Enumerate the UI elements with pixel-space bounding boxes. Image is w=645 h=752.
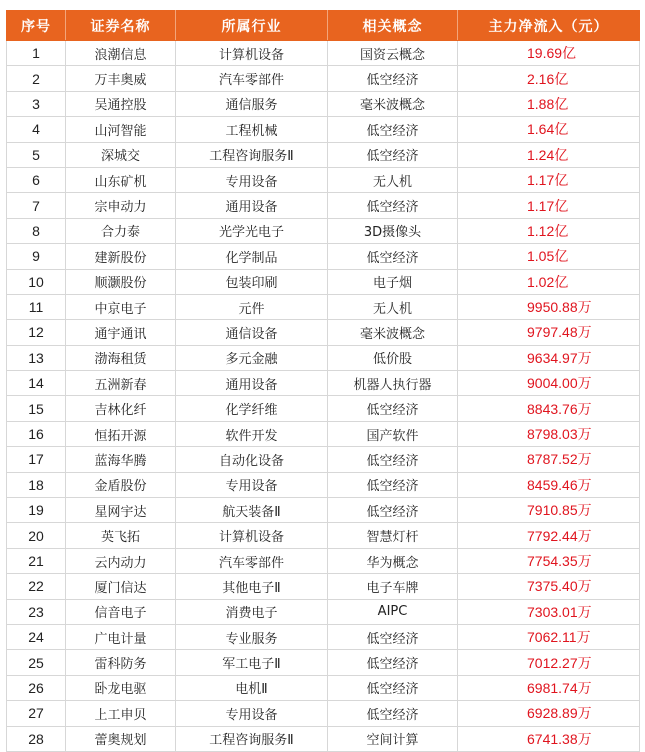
row-index-cell: 16 <box>7 421 66 446</box>
stock-name-cell: 雷科防务 <box>66 650 176 675</box>
concept-cell: 低空经济 <box>328 193 458 218</box>
industry-cell: 汽车零部件 <box>176 66 328 91</box>
industry-cell: 消费电子 <box>176 599 328 624</box>
table-header-row <box>7 11 640 41</box>
industry-cell: 工程机械 <box>176 117 328 142</box>
stock-name-cell: 顺灏股份 <box>66 269 176 294</box>
column-header-inflow: 主力净流入（元） <box>458 11 640 41</box>
column-header-concept: 相关概念 <box>328 11 458 41</box>
stock-name-cell: 五洲新春 <box>66 371 176 396</box>
table-row <box>7 269 640 294</box>
concept-cell: 无人机 <box>328 167 458 192</box>
table-row <box>7 294 640 319</box>
row-index-cell: 10 <box>7 269 66 294</box>
net-inflow-cell: 1.64亿 <box>458 117 640 142</box>
fund-flow-table-container <box>6 10 639 752</box>
net-inflow-cell: 7910.85万 <box>458 498 640 523</box>
concept-cell: 低价股 <box>328 345 458 370</box>
stock-name-cell: 万丰奥威 <box>66 66 176 91</box>
table-row <box>7 345 640 370</box>
table-row <box>7 447 640 472</box>
concept-cell: 电子烟 <box>328 269 458 294</box>
row-index-cell: 3 <box>7 91 66 116</box>
industry-cell: 电机Ⅱ <box>176 675 328 700</box>
net-inflow-cell: 7792.44万 <box>458 523 640 548</box>
net-inflow-cell: 1.02亿 <box>458 269 640 294</box>
net-inflow-cell: 1.17亿 <box>458 167 640 192</box>
table-body <box>7 41 640 752</box>
table-row <box>7 624 640 649</box>
concept-cell: 空间计算 <box>328 726 458 751</box>
row-index-cell: 26 <box>7 675 66 700</box>
industry-cell: 通用设备 <box>176 193 328 218</box>
net-inflow-cell: 2.16亿 <box>458 66 640 91</box>
industry-cell: 航天装备Ⅱ <box>176 498 328 523</box>
table-row <box>7 396 640 421</box>
concept-cell: 低空经济 <box>328 244 458 269</box>
stock-name-cell: 云内动力 <box>66 548 176 573</box>
table-row <box>7 726 640 751</box>
table-row <box>7 320 640 345</box>
stock-name-cell: 深城交 <box>66 142 176 167</box>
stock-name-cell: 通宇通讯 <box>66 320 176 345</box>
industry-cell: 工程咨询服务Ⅱ <box>176 142 328 167</box>
stock-name-cell: 厦门信达 <box>66 574 176 599</box>
industry-cell: 自动化设备 <box>176 447 328 472</box>
row-index-cell: 1 <box>7 41 66 66</box>
table-row <box>7 675 640 700</box>
net-inflow-cell: 6741.38万 <box>458 726 640 751</box>
row-index-cell: 2 <box>7 66 66 91</box>
net-inflow-cell: 9004.00万 <box>458 371 640 396</box>
table-row <box>7 66 640 91</box>
row-index-cell: 15 <box>7 396 66 421</box>
net-inflow-cell: 1.24亿 <box>458 142 640 167</box>
table-row <box>7 244 640 269</box>
row-index-cell: 5 <box>7 142 66 167</box>
concept-cell: 低空经济 <box>328 701 458 726</box>
row-index-cell: 20 <box>7 523 66 548</box>
concept-cell: 低空经济 <box>328 447 458 472</box>
net-inflow-cell: 7012.27万 <box>458 650 640 675</box>
concept-cell: 机器人执行器 <box>328 371 458 396</box>
net-inflow-cell: 1.12亿 <box>458 218 640 243</box>
stock-name-cell: 信音电子 <box>66 599 176 624</box>
row-index-cell: 12 <box>7 320 66 345</box>
column-header-industry: 所属行业 <box>176 11 328 41</box>
concept-cell: 华为概念 <box>328 548 458 573</box>
industry-cell: 专用设备 <box>176 167 328 192</box>
concept-cell: 低空经济 <box>328 624 458 649</box>
table-row <box>7 498 640 523</box>
row-index-cell: 28 <box>7 726 66 751</box>
concept-cell: 电子车牌 <box>328 574 458 599</box>
fund-flow-table <box>6 10 640 752</box>
industry-cell: 专业服务 <box>176 624 328 649</box>
stock-name-cell: 宗申动力 <box>66 193 176 218</box>
stock-name-cell: 浪潮信息 <box>66 41 176 66</box>
stock-name-cell: 上工申贝 <box>66 701 176 726</box>
table-row <box>7 472 640 497</box>
table-row <box>7 650 640 675</box>
row-index-cell: 21 <box>7 548 66 573</box>
industry-cell: 多元金融 <box>176 345 328 370</box>
row-index-cell: 25 <box>7 650 66 675</box>
stock-name-cell: 蕾奥规划 <box>66 726 176 751</box>
net-inflow-cell: 19.69亿 <box>458 41 640 66</box>
net-inflow-cell: 8843.76万 <box>458 396 640 421</box>
industry-cell: 汽车零部件 <box>176 548 328 573</box>
row-index-cell: 17 <box>7 447 66 472</box>
table-row <box>7 117 640 142</box>
row-index-cell: 13 <box>7 345 66 370</box>
stock-name-cell: 合力泰 <box>66 218 176 243</box>
table-row <box>7 193 640 218</box>
net-inflow-cell: 1.88亿 <box>458 91 640 116</box>
net-inflow-cell: 8787.52万 <box>458 447 640 472</box>
industry-cell: 工程咨询服务Ⅱ <box>176 726 328 751</box>
concept-cell: 低空经济 <box>328 66 458 91</box>
net-inflow-cell: 7375.40万 <box>458 574 640 599</box>
table-row <box>7 523 640 548</box>
table-row <box>7 574 640 599</box>
row-index-cell: 24 <box>7 624 66 649</box>
concept-cell: 低空经济 <box>328 396 458 421</box>
row-index-cell: 14 <box>7 371 66 396</box>
industry-cell: 化学制品 <box>176 244 328 269</box>
net-inflow-cell: 8798.03万 <box>458 421 640 446</box>
row-index-cell: 22 <box>7 574 66 599</box>
stock-name-cell: 渤海租赁 <box>66 345 176 370</box>
industry-cell: 通用设备 <box>176 371 328 396</box>
net-inflow-cell: 9950.88万 <box>458 294 640 319</box>
industry-cell: 其他电子Ⅱ <box>176 574 328 599</box>
stock-name-cell: 中京电子 <box>66 294 176 319</box>
concept-cell: 低空经济 <box>328 498 458 523</box>
row-index-cell: 8 <box>7 218 66 243</box>
industry-cell: 计算机设备 <box>176 41 328 66</box>
industry-cell: 化学纤维 <box>176 396 328 421</box>
net-inflow-cell: 1.05亿 <box>458 244 640 269</box>
table-row <box>7 371 640 396</box>
table-row <box>7 91 640 116</box>
stock-name-cell: 英飞拓 <box>66 523 176 548</box>
table-header <box>7 11 640 41</box>
industry-cell: 通信服务 <box>176 91 328 116</box>
table-row <box>7 701 640 726</box>
stock-name-cell: 卧龙电驱 <box>66 675 176 700</box>
row-index-cell: 4 <box>7 117 66 142</box>
industry-cell: 元件 <box>176 294 328 319</box>
stock-name-cell: 山河智能 <box>66 117 176 142</box>
concept-cell: 3D摄像头 <box>328 218 458 243</box>
column-header-index: 序号 <box>7 11 66 41</box>
stock-name-cell: 吉林化纤 <box>66 396 176 421</box>
industry-cell: 包装印刷 <box>176 269 328 294</box>
net-inflow-cell: 7303.01万 <box>458 599 640 624</box>
net-inflow-cell: 6981.74万 <box>458 675 640 700</box>
concept-cell: 无人机 <box>328 294 458 319</box>
table-row <box>7 599 640 624</box>
net-inflow-cell: 9634.97万 <box>458 345 640 370</box>
table-row <box>7 218 640 243</box>
stock-name-cell: 蓝海华腾 <box>66 447 176 472</box>
stock-name-cell: 金盾股份 <box>66 472 176 497</box>
industry-cell: 软件开发 <box>176 421 328 446</box>
industry-cell: 专用设备 <box>176 701 328 726</box>
table-row <box>7 548 640 573</box>
net-inflow-cell: 1.17亿 <box>458 193 640 218</box>
concept-cell: 智慧灯杆 <box>328 523 458 548</box>
net-inflow-cell: 7062.11万 <box>458 624 640 649</box>
row-index-cell: 18 <box>7 472 66 497</box>
industry-cell: 光学光电子 <box>176 218 328 243</box>
stock-name-cell: 广电计量 <box>66 624 176 649</box>
concept-cell: AIPC <box>328 599 458 624</box>
row-index-cell: 11 <box>7 294 66 319</box>
concept-cell: 低空经济 <box>328 472 458 497</box>
column-header-name: 证券名称 <box>66 11 176 41</box>
stock-name-cell: 星网宇达 <box>66 498 176 523</box>
concept-cell: 国产软件 <box>328 421 458 446</box>
table-row <box>7 41 640 66</box>
stock-name-cell: 恒拓开源 <box>66 421 176 446</box>
industry-cell: 军工电子Ⅱ <box>176 650 328 675</box>
row-index-cell: 7 <box>7 193 66 218</box>
concept-cell: 低空经济 <box>328 650 458 675</box>
industry-cell: 专用设备 <box>176 472 328 497</box>
concept-cell: 毫米波概念 <box>328 320 458 345</box>
row-index-cell: 6 <box>7 167 66 192</box>
concept-cell: 毫米波概念 <box>328 91 458 116</box>
industry-cell: 计算机设备 <box>176 523 328 548</box>
net-inflow-cell: 7754.35万 <box>458 548 640 573</box>
concept-cell: 低空经济 <box>328 142 458 167</box>
net-inflow-cell: 8459.46万 <box>458 472 640 497</box>
table-row <box>7 167 640 192</box>
net-inflow-cell: 6928.89万 <box>458 701 640 726</box>
stock-name-cell: 吴通控股 <box>66 91 176 116</box>
concept-cell: 低空经济 <box>328 675 458 700</box>
row-index-cell: 9 <box>7 244 66 269</box>
concept-cell: 国资云概念 <box>328 41 458 66</box>
table-row <box>7 421 640 446</box>
row-index-cell: 23 <box>7 599 66 624</box>
row-index-cell: 19 <box>7 498 66 523</box>
stock-name-cell: 山东矿机 <box>66 167 176 192</box>
stock-name-cell: 建新股份 <box>66 244 176 269</box>
table-row <box>7 142 640 167</box>
concept-cell: 低空经济 <box>328 117 458 142</box>
row-index-cell: 27 <box>7 701 66 726</box>
net-inflow-cell: 9797.48万 <box>458 320 640 345</box>
industry-cell: 通信设备 <box>176 320 328 345</box>
